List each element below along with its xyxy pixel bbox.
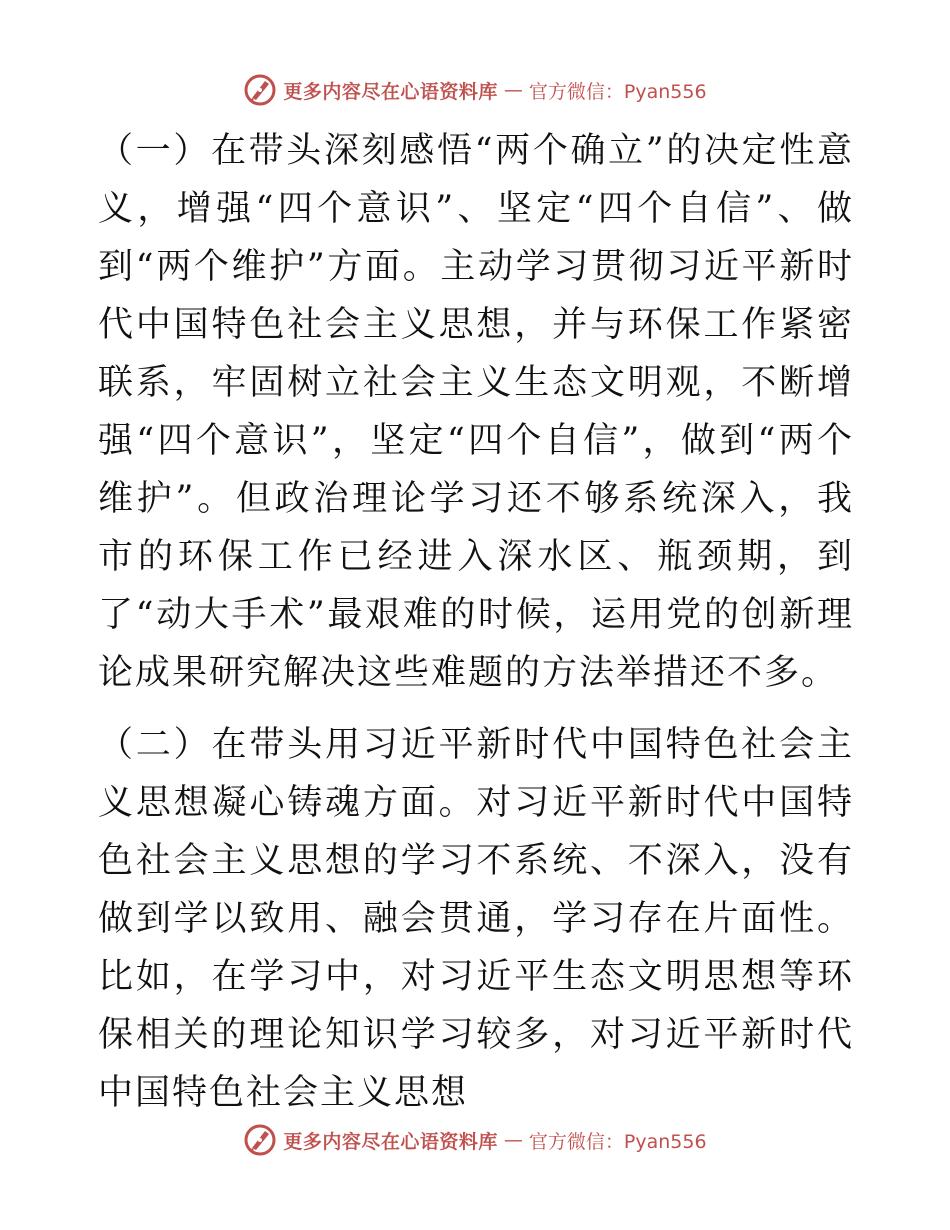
- watermark-separator: —: [503, 1129, 523, 1151]
- watermark-contact-text: 官方微信：Pyan556: [528, 1130, 707, 1153]
- watermark-separator: —: [503, 79, 523, 101]
- watermark-site-text: 更多内容尽在心语资料库: [283, 1130, 498, 1153]
- watermark-contact-text: 官方微信：Pyan556: [528, 80, 707, 103]
- paragraph-2: （二）在带头用习近平新时代中国特色社会主义思想凝心铸魂方面。对习近平新时代中国特色社会主义思想的学习不系统、不深入，没有做到学以致用、融会贯通，学习存在片面性。比如，在学习中，对习近平生态文明思想等环保相关的理论知识学习较多，对习近平新时代中国特色社会主义思想: [98, 725, 854, 1113]
- paragraph-1: （一）在带头深刻感悟“两个确立”的决定性意义，增强“四个意识”、坚定“四个自信”、做到“两个维护”方面。主动学习贯彻习近平新时代中国特色社会主义思想，并与环保工作紧密联系，牢固树立社会主义生态文明观，不断增强“四个意识”，坚定“四个自信”，做到“两个维护”。但政治理论学习还不够系统深入，我市的环保工作已经进入深水区、瓶颈期，到了“动大手术”最艰难的时候，运用党的创新理论成果研究解决这些难题的方法举措还不多。: [98, 131, 854, 693]
- quill-pen-logo-icon: [243, 1123, 277, 1157]
- watermark-site-text: 更多内容尽在心语资料库: [283, 80, 498, 103]
- watermark-header: [0, 70, 950, 110]
- watermark-footer: [0, 1120, 950, 1160]
- document-body: [98, 122, 854, 1122]
- quill-pen-logo-icon: [243, 73, 277, 107]
